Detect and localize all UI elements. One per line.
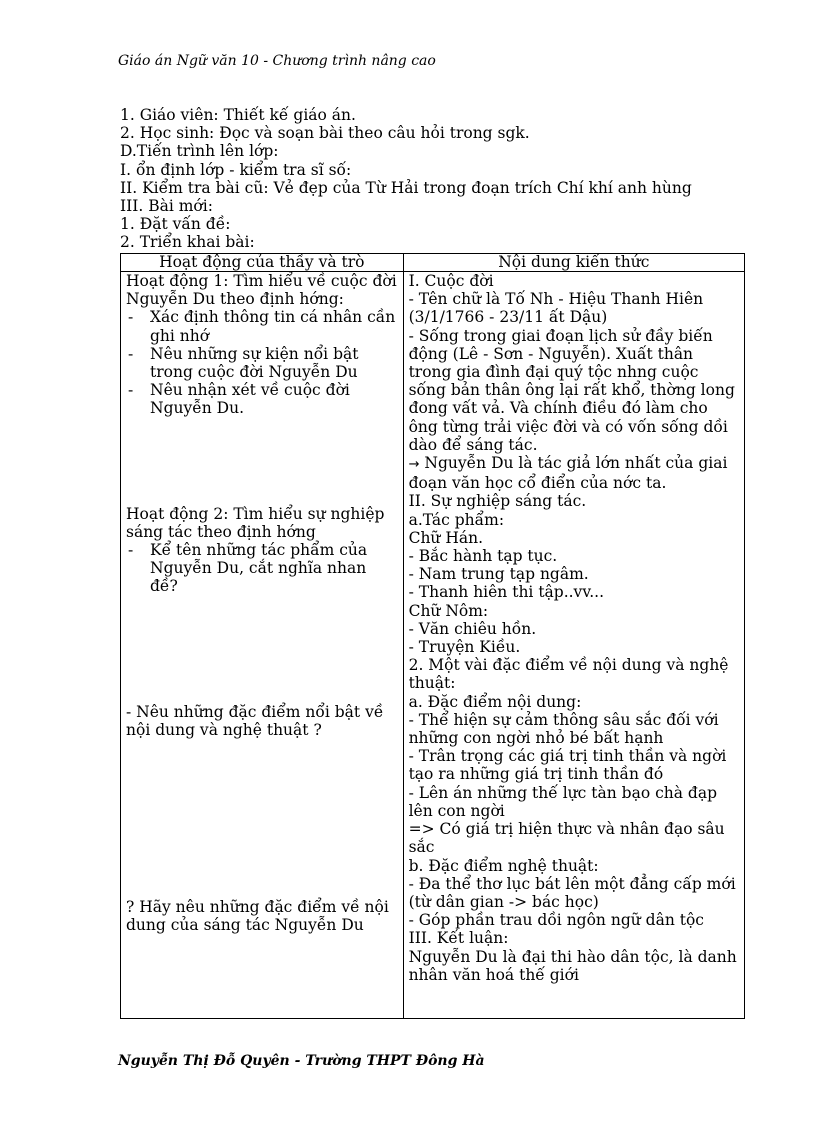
list-item: - Nêu nhận xét về cuộc đời Nguyễn Du.: [126, 381, 398, 417]
content-line: - Tên chữ là Tố Nh - Hiệu Thanh Hiên (3/1/1766 - 23/11 ất Dậu): [408, 290, 704, 327]
content-line: Chữ Hán.: [408, 528, 483, 547]
intro-line: 2. Học sinh: Đọc và soạn bài theo câu hỏi trong sgk.: [120, 124, 530, 143]
activities-cell: [121, 272, 404, 1019]
content-line: III. Kết luận:: [408, 929, 509, 948]
intro-line: 1. Giáo viên: Thiết kế giáo án.: [120, 106, 356, 124]
intro-line: 1. Đặt vấn đề:: [120, 215, 231, 234]
content-line: II. Sự nghiệp sáng tác.: [408, 492, 587, 511]
column-header-content: Nội dung kiến thức: [403, 254, 744, 272]
content-line: a.Tác phẩm:: [408, 510, 505, 529]
lesson-intro: [120, 106, 760, 252]
content-line: - Bắc hành tạp tục.: [408, 547, 558, 566]
intro-line: 2. Triển khai bài:: [120, 233, 255, 252]
content-line: - Góp phần trau dồi ngôn ngữ dân tộc: [408, 911, 704, 930]
conclusion-text: Nguyễn Du là tác giả lớn nhất của giai đoạn văn học cổ điển của nớc ta.: [408, 454, 728, 493]
list-item: - Xác định thông tin cá nhân cần ghi nhớ: [126, 308, 398, 344]
content-line: - Đa thể thơ lục bát lên một đẳng cấp mới (từ dân gian -> bác học): [408, 874, 736, 911]
intro-line: D.Tiến trình lên lớp:: [120, 142, 279, 161]
activity-2-title: Hoạt động 2: Tìm hiểu sự nghiệp sáng tác theo định hớng: [126, 504, 385, 541]
list-item: - Kể tên những tác phẩm của Nguyễn Du, cắt nghĩa nhan đề?: [126, 541, 398, 596]
intro-line: II. Kiểm tra bài cũ: Vẻ đẹp của Từ Hải trong đoạn trích Chí khí anh hùng: [120, 178, 692, 197]
intro-line: III. Bài mới:: [120, 197, 213, 216]
content-cell: [403, 272, 744, 1019]
content-line: - Sống trong giai đoạn lịch sử đầy biến động (Lê - Sơn - Nguyễn). Xuất thân trong gia đình đại quý tộc nhng cuộc sống bản thân ông lại rất khổ, thờng long đong vất vả. Và chính điều đó làm cho ông từng trải việc đời và có vốn sống dồi dào để sáng tác.: [408, 326, 735, 454]
content-line: - Trân trọng các giá trị tinh thần và ngời tạo ra những giá trị tinh thần đó: [408, 747, 727, 784]
content-line: Nguyễn Du là đại thi hào dân tộc, là danh nhân văn hoá thế giới: [408, 947, 737, 984]
content-line: 2. Một vài đặc điểm về nội dung và nghệ thuật:: [408, 656, 729, 693]
list-item: - Nêu những sự kiện nổi bật trong cuộc đời Nguyễn Du: [126, 345, 398, 381]
question-content: ? Hãy nêu những đặc điểm về nội dung của sáng tác Nguyễn Du: [126, 898, 389, 935]
table-row: [121, 272, 745, 1019]
content-line: - Truyện Kiều.: [408, 638, 521, 657]
content-line: - Thanh hiên thi tập..vv...: [408, 583, 605, 602]
column-header-activities: Hoạt động của thầy và trò: [121, 254, 404, 272]
content-line: - Thể hiện sự cảm thông sâu sắc đối với những con ngời nhỏ bé bất hạnh: [408, 710, 719, 748]
lesson-table: [120, 253, 745, 1019]
content-line: - Lên án những thế lực tàn bạo chà đạp lên con ngời: [408, 783, 717, 820]
content-line: I. Cuộc đời: [408, 272, 494, 290]
content-line: => Có giá trị hiện thực và nhân đạo sâu sắc: [408, 820, 725, 857]
content-line: Chữ Nôm:: [408, 601, 489, 620]
content-line: - Văn chiêu hồn.: [408, 619, 537, 638]
arrow-right-icon: →: [408, 457, 420, 473]
question-features: - Nêu những đặc điểm nổi bật về nội dung và nghệ thuật ?: [126, 702, 384, 739]
table-header-row: [121, 254, 745, 272]
activity-2-list: [126, 541, 398, 596]
activity-1-list: [126, 308, 398, 417]
content-line: a. Đặc điểm nội dung:: [408, 692, 582, 711]
content-line: - Nam trung tạp ngâm.: [408, 565, 589, 584]
page-footer: Nguyễn Thị Đỗ Quyên - Trường THPT Đông Hà: [118, 1053, 485, 1069]
intro-line: I. ổn định lớp - kiểm tra sĩ số:: [120, 160, 352, 179]
page-header: Giáo án Ngữ văn 10 - Chương trình nâng cao: [118, 53, 436, 69]
conclusion-line: [409, 454, 739, 492]
content-line: b. Đặc điểm nghệ thuật:: [408, 856, 599, 875]
activity-1-title: Hoạt động 1: Tìm hiểu về cuộc đời Nguyễn Du theo định hớng:: [126, 272, 397, 309]
